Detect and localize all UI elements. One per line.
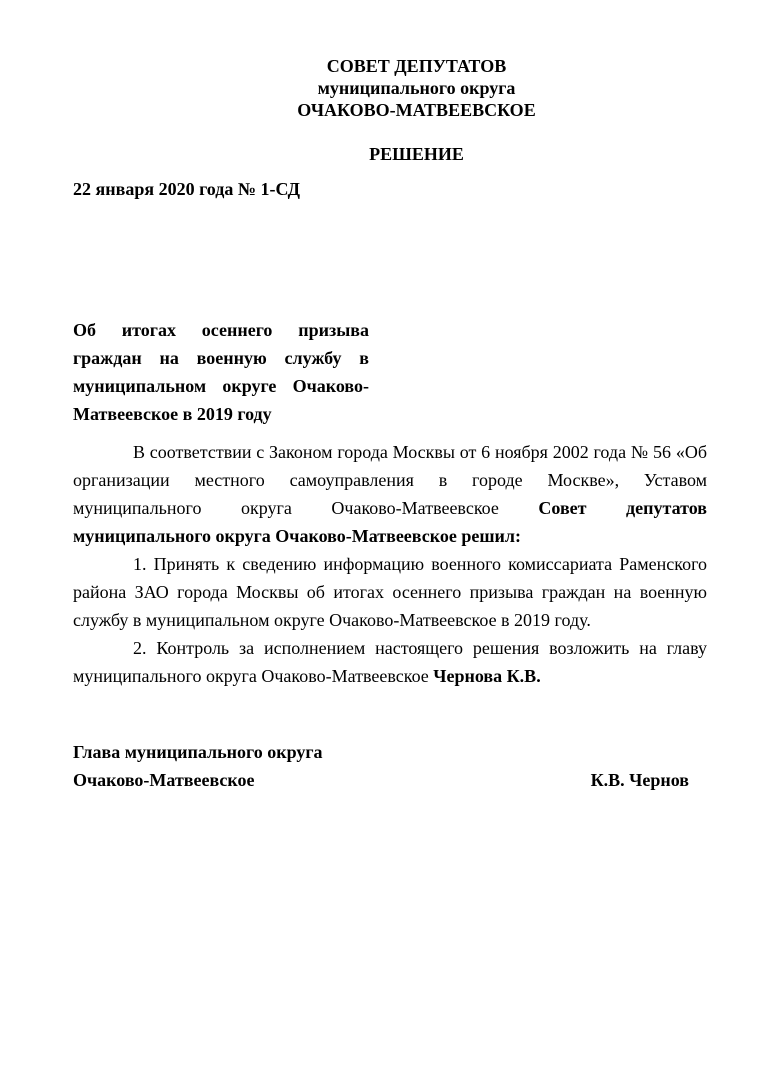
- signature-block: [73, 738, 707, 794]
- document-body: [73, 438, 707, 690]
- intro-paragraph-resolution: Совет депутатов муниципального округа Очаково-Матвеевское решил:: [73, 498, 707, 546]
- document-header: [70, 55, 763, 121]
- item-2-paragraph: [73, 634, 707, 690]
- signature-name: К.В. Чернов: [590, 770, 689, 790]
- item-1-paragraph: 1. Принять к сведению информацию военного комиссариата Раменского района ЗАО города Москвы об итогах осеннего призыва граждан на военную службу в муниципальном округе Очаково-Матвеевское в 2019 году.: [73, 554, 707, 630]
- subject-block: Об итогах осеннего призыва граждан на военную службу в муниципальном округе Очаково-Матвеевское в 2019 году: [73, 320, 369, 424]
- item-2-paragraph-name: Чернова К.В.: [433, 666, 541, 686]
- document-type-title: РЕШЕНИЕ: [369, 144, 464, 164]
- header-org-line-3: ОЧАКОВО-МАТВЕЕВСКОЕ: [297, 100, 536, 120]
- header-org-line-2: муниципального округа: [317, 78, 516, 98]
- header-org-line-1: СОВЕТ ДЕПУТАТОВ: [326, 56, 507, 76]
- intro-paragraph: [73, 438, 707, 550]
- date-number-line: 22 января 2020 года № 1-СД: [73, 179, 300, 199]
- signature-title-line-1: Глава муниципального округа: [73, 742, 323, 762]
- item-2-paragraph-text: 2. Контроль за исполнением настоящего решения возложить на главу муниципального округа Очаково-Матвеевское: [73, 638, 707, 686]
- intro-paragraph-text: В соответствии с Законом города Москвы от 6 ноября 2002 года № 56 «Об организации местного самоуправления в городе Москве», Уставом муниципального округа Очаково-Матвеевское: [73, 442, 707, 518]
- signature-title-line-2: Очаково-Матвеевское: [73, 770, 255, 790]
- signature-row: [73, 766, 707, 794]
